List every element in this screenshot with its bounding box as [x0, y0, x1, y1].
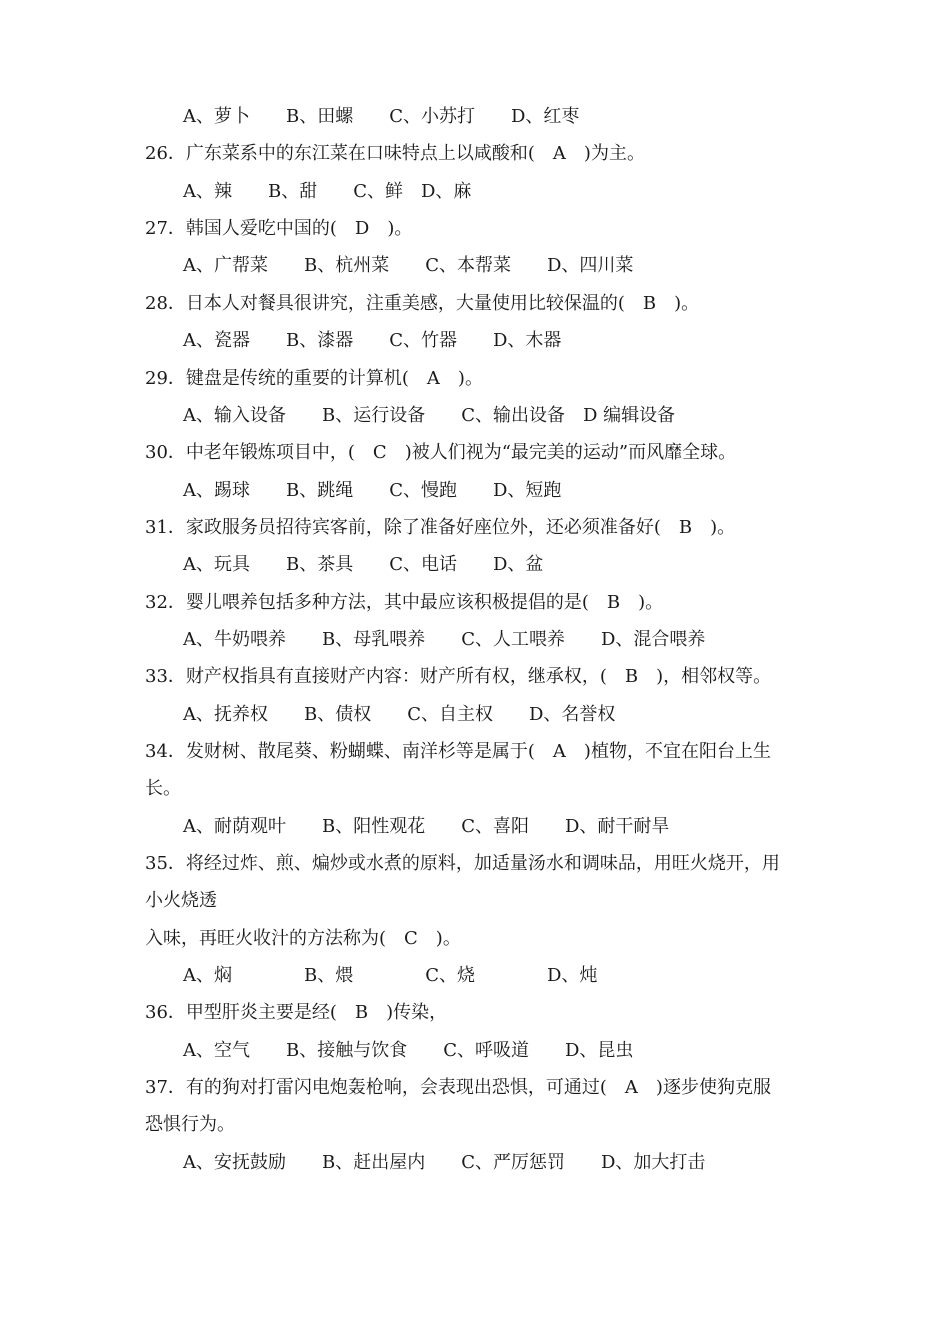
options-q25: A、萝卜 B、田螺 C、小苏打 D、红枣 [183, 106, 580, 127]
options-q34: A、耐荫观叶 B、阳性观花 C、喜阳 D、耐干耐旱 [183, 816, 670, 837]
question-37-cont: 恐惧行为。 [145, 1114, 235, 1135]
question-35-cont2: 入味，再旺火收汁的方法称为( C )。 [145, 928, 461, 949]
question-33: 33．财产权指具有直接财产内容：财产所有权，继承权，( B )，相邻权等。 [145, 666, 772, 687]
question-30: 30．中老年锻炼项目中，( C )被人们视为“最完美的运动”而风靡全球。 [145, 442, 737, 463]
question-29: 29．键盘是传统的重要的计算机( A )。 [145, 368, 483, 389]
options-q35: A、焖 B、煨 C、烧 D、炖 [183, 965, 598, 986]
options-q36: A、空气 B、接触与饮食 C、呼吸道 D、昆虫 [183, 1040, 634, 1061]
question-34-cont: 长。 [145, 778, 181, 799]
question-35-cont: 小火烧透 [145, 890, 217, 911]
question-26: 26．广东菜系中的东江菜在口味特点上以咸酸和( A )为主。 [145, 143, 645, 164]
question-36: 36．甲型肝炎主要是经( B )传染， [145, 1002, 448, 1023]
question-32: 32．婴儿喂养包括多种方法，其中最应该积极提倡的是( B )。 [145, 592, 664, 613]
options-q33: A、抚养权 B、债权 C、自主权 D、名誉权 [183, 704, 616, 725]
question-27: 27．韩国人爱吃中国的( D )。 [145, 218, 413, 239]
options-q32: A、牛奶喂养 B、母乳喂养 C、人工喂养 D、混合喂养 [183, 629, 706, 650]
question-35: 35．将经过炸、煎、煸炒或水煮的原料，加适量汤水和调味品，用旺火烧开，用 [145, 853, 780, 874]
question-31: 31．家政服务员招待宾客前，除了准备好座位外，还必须准备好( B )。 [145, 517, 736, 538]
question-37: 37．有的狗对打雷闪电炮轰枪响，会表现出恐惧，可通过( A )逐步使狗克服 [145, 1077, 771, 1098]
options-q27: A、广帮菜 B、杭州菜 C、本帮菜 D、四川菜 [183, 255, 634, 276]
options-q26: A、辣 B、甜 C、鲜 D、麻 [183, 181, 472, 202]
options-q29: A、输入设备 B、运行设备 C、输出设备 D 编辑设备 [183, 405, 676, 426]
question-28: 28．日本人对餐具很讲究，注重美感，大量使用比较保温的( B )。 [145, 293, 700, 314]
options-q37: A、安抚鼓励 B、赶出屋内 C、严厉惩罚 D、加大打击 [183, 1152, 706, 1173]
options-q28: A、瓷器 B、漆器 C、竹器 D、木器 [183, 330, 562, 351]
options-q31: A、玩具 B、茶具 C、电话 D、盆 [183, 554, 544, 575]
question-34: 34．发财树、散尾葵、粉蝴蝶、南洋杉等是属于( A )植物，不宜在阳台上生 [145, 741, 771, 762]
options-q30: A、踢球 B、跳绳 C、慢跑 D、短跑 [183, 480, 562, 501]
